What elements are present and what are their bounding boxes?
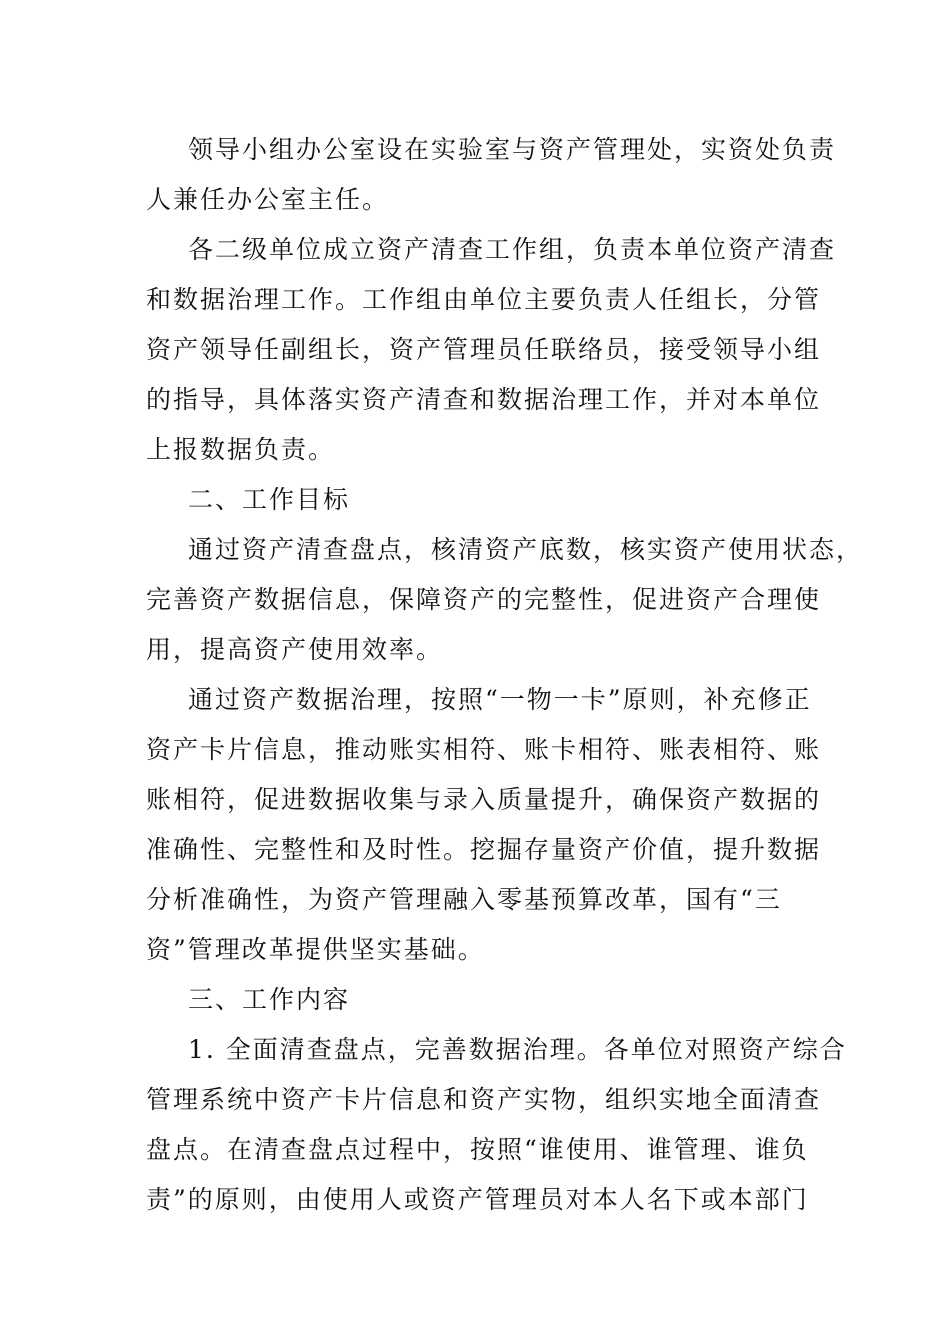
- paragraph-line: 和数据治理工作。工作组由单位主要负责人任组长，分管: [146, 285, 822, 314]
- paragraph-line: 准确性、完整性和及时性。挖掘存量资产价值，提升数据: [146, 835, 822, 864]
- paragraph-line: 资产卡片信息，推动账实相符、账卡相符、账表相符、账: [146, 735, 822, 764]
- paragraph-line: 人兼任办公室主任。: [146, 185, 390, 214]
- paragraph-line: 资”管理改革提供坚实基础。: [146, 935, 485, 964]
- paragraph-line: 资产领导任副组长，资产管理员任联络员，接受领导小组: [146, 335, 822, 364]
- paragraph-line: 盘点。在清查盘点过程中，按照“谁使用、谁管理、谁负: [146, 1135, 809, 1164]
- paragraph-line: 分析准确性，为资产管理融入零基预算改革，国有“三: [146, 885, 782, 914]
- paragraph-line: 用，提高资产使用效率。: [146, 635, 444, 664]
- paragraph-line: 上报数据负责。: [146, 435, 336, 464]
- paragraph-line: 管理系统中资产卡片信息和资产实物，组织实地全面清查: [146, 1085, 822, 1114]
- section-heading: 三、工作内容: [188, 985, 351, 1014]
- paragraph-line: 账相符，促进数据收集与录入质量提升，确保资产数据的: [146, 785, 822, 814]
- paragraph-line: 责”的原则，由使用人或资产管理员对本人名下或本部门: [146, 1185, 809, 1214]
- paragraph-line: 各二级单位成立资产清查工作组，负责本单位资产清查: [188, 235, 837, 264]
- paragraph-line: 1. 全面清查盘点，完善数据治理。各单位对照资产综合: [188, 1035, 847, 1064]
- paragraph-line: 通过资产数据治理，按照“一物一卡”原则，补充修正: [188, 685, 812, 714]
- paragraph-line: 完善资产数据信息，保障资产的完整性，促进资产合理使: [146, 585, 822, 614]
- paragraph-line: 领导小组办公室设在实验室与资产管理处，实资处负责: [188, 135, 837, 164]
- section-heading: 二、工作目标: [188, 485, 351, 514]
- paragraph-line: 通过资产清查盘点，核清资产底数，核实资产使用状态，: [188, 535, 864, 564]
- paragraph-line: 的指导，具体落实资产清查和数据治理工作，并对本单位: [146, 385, 822, 414]
